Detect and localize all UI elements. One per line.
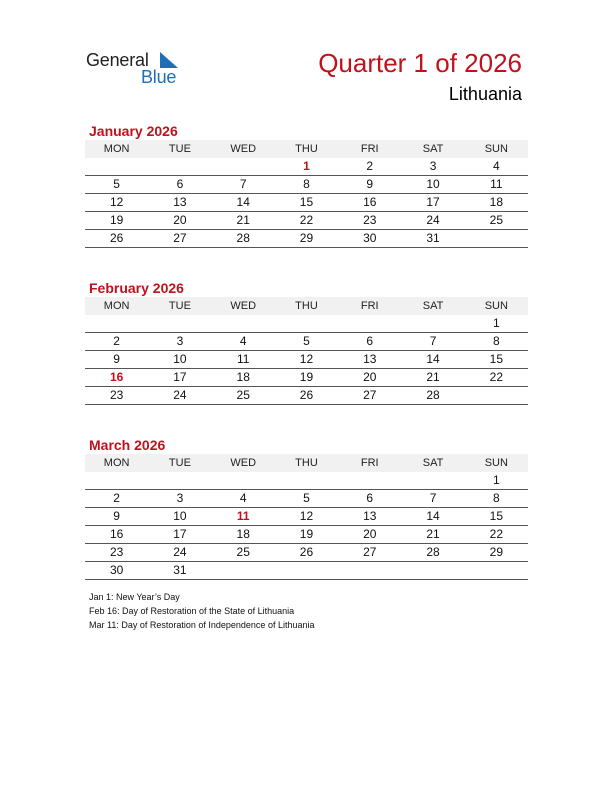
day-cell: 9: [113, 509, 120, 523]
weekday-label: MON: [103, 143, 130, 155]
day-cell: 27: [173, 231, 187, 245]
week-row: [85, 230, 528, 248]
day-cell: 29: [489, 545, 503, 559]
weekday-label: FRI: [360, 457, 379, 469]
day-cell: 12: [109, 195, 124, 209]
day-cell: 3: [176, 491, 184, 505]
calendar-grid: [85, 158, 528, 248]
day-cell: 8: [492, 334, 500, 348]
week-row: [85, 176, 528, 194]
weekday-label: MON: [103, 457, 130, 469]
month-title: March 2026: [89, 437, 166, 453]
day-cell: 13: [363, 352, 377, 366]
week-row: [85, 544, 528, 562]
day-cell: 30: [109, 563, 124, 577]
logo-text-general: General: [86, 50, 149, 70]
day-cell: 26: [299, 388, 314, 402]
page-title: Quarter 1 of 2026: [318, 48, 522, 78]
day-cell: 15: [299, 195, 314, 209]
day-cell: 14: [426, 352, 440, 366]
weekday-label: THU: [295, 457, 318, 469]
weekday-label: SAT: [422, 143, 444, 155]
month-calendar-march: [85, 436, 528, 580]
day-cell: 10: [173, 352, 187, 366]
day-cell: 9: [113, 352, 120, 366]
holiday-notes: [89, 590, 314, 632]
weekday-label: THU: [295, 300, 318, 312]
day-cell: 8: [492, 491, 500, 505]
day-cell: 25: [489, 213, 503, 227]
day-cell: 21: [236, 213, 250, 227]
weekday-label: SAT: [422, 457, 444, 469]
day-cell: 2: [366, 159, 374, 173]
empty-day-cell: [275, 562, 338, 579]
day-cell: 5: [303, 491, 310, 505]
holiday-note: Jan 1: New Year’s Day: [89, 592, 180, 602]
day-cell: 19: [109, 213, 124, 227]
week-row: [85, 472, 528, 490]
weekday-label: FRI: [360, 143, 379, 155]
week-row: [85, 333, 528, 351]
empty-day-cell: [401, 315, 464, 332]
day-cell: 9: [366, 177, 374, 191]
empty-day-cell: [212, 562, 275, 579]
day-cell: 15: [489, 352, 503, 366]
day-cell: 12: [299, 352, 314, 366]
weekday-label: SUN: [484, 457, 508, 469]
holiday-note: Mar 11: Day of Restoration of Independence of Lithuania: [89, 620, 315, 630]
day-cell: 3: [176, 334, 184, 348]
empty-day-cell: [212, 472, 275, 489]
weekday-label: TUE: [168, 457, 191, 469]
day-cell: 2: [113, 334, 120, 348]
day-cell: 28: [426, 545, 440, 559]
day-cell: 28: [236, 231, 250, 245]
day-cell: 16: [109, 527, 124, 541]
calendar-grid: [85, 315, 528, 405]
day-cell: 23: [363, 213, 377, 227]
day-cell: 5: [113, 177, 120, 191]
empty-day-cell: [401, 472, 464, 489]
weekday-label: TUE: [168, 300, 191, 312]
day-cell: 2: [113, 491, 120, 505]
day-cell: 6: [176, 177, 184, 191]
day-cell: 14: [236, 195, 250, 209]
country-name: Lithuania: [448, 84, 522, 104]
empty-day-cell: [85, 315, 148, 332]
day-cell: 17: [173, 370, 187, 384]
day-cell: 21: [426, 370, 440, 384]
day-cell: 25: [236, 545, 250, 559]
day-cell: 17: [173, 527, 187, 541]
day-cell: 30: [363, 231, 377, 245]
day-cell: 11: [236, 509, 250, 523]
day-cell: 17: [426, 195, 440, 209]
week-row: [85, 490, 528, 508]
week-row: [85, 351, 528, 369]
empty-day-cell: [401, 562, 464, 579]
weekday-label: MON: [103, 300, 130, 312]
week-row: [85, 194, 528, 212]
day-cell: 4: [239, 491, 247, 505]
week-row: [85, 526, 528, 544]
day-cell: 7: [239, 177, 247, 191]
month-title: January 2026: [89, 123, 178, 139]
day-cell: 6: [366, 334, 374, 348]
weekday-label: WED: [230, 300, 257, 312]
day-cell: 24: [426, 213, 440, 227]
day-cell: 13: [363, 509, 377, 523]
day-cell: 7: [429, 334, 437, 348]
day-cell: 21: [426, 527, 440, 541]
week-row: [85, 508, 528, 526]
empty-day-cell: [148, 158, 211, 175]
empty-day-cell: [212, 158, 275, 175]
week-row: [85, 562, 528, 580]
empty-day-cell: [465, 230, 528, 247]
day-cell: 13: [173, 195, 187, 209]
day-cell: 19: [299, 370, 314, 384]
day-cell: 16: [109, 370, 124, 384]
empty-day-cell: [148, 472, 211, 489]
week-row: [85, 212, 528, 230]
day-cell: 4: [239, 334, 247, 348]
day-cell: 24: [173, 545, 187, 559]
day-cell: 1: [492, 473, 500, 487]
empty-day-cell: [85, 472, 148, 489]
day-cell: 22: [299, 213, 314, 227]
day-cell: 18: [236, 370, 250, 384]
day-cell: 3: [429, 159, 437, 173]
day-cell: 6: [366, 491, 374, 505]
day-cell: 1: [303, 159, 310, 173]
day-cell: 15: [489, 509, 503, 523]
day-cell: 25: [236, 388, 250, 402]
day-cell: 24: [173, 388, 187, 402]
empty-day-cell: [85, 158, 148, 175]
empty-day-cell: [338, 472, 401, 489]
day-cell: 10: [426, 177, 440, 191]
weekday-label: THU: [295, 143, 318, 155]
empty-day-cell: [148, 315, 211, 332]
week-row: [85, 315, 528, 333]
weekday-label: FRI: [360, 300, 379, 312]
day-cell: 18: [236, 527, 250, 541]
empty-day-cell: [338, 562, 401, 579]
empty-day-cell: [465, 562, 528, 579]
weekday-label: WED: [230, 143, 257, 155]
day-cell: 20: [363, 370, 377, 384]
day-cell: 8: [303, 177, 310, 191]
day-cell: 5: [303, 334, 310, 348]
empty-day-cell: [275, 472, 338, 489]
weekday-label: SUN: [484, 143, 508, 155]
day-cell: 31: [426, 231, 440, 245]
month-calendar-january: [85, 122, 528, 248]
weekday-header: [85, 140, 528, 158]
day-cell: 26: [109, 231, 124, 245]
day-cell: 19: [299, 527, 314, 541]
day-cell: 4: [492, 159, 500, 173]
logo-text-blue: Blue: [141, 67, 177, 87]
holiday-note: Feb 16: Day of Restoration of the State of Lithuania: [89, 606, 295, 616]
day-cell: 7: [429, 491, 437, 505]
calendar-grid: [85, 472, 528, 580]
empty-day-cell: [212, 315, 275, 332]
day-cell: 20: [363, 527, 377, 541]
week-row: [85, 158, 528, 176]
day-cell: 16: [363, 195, 377, 209]
day-cell: 31: [173, 563, 187, 577]
weekday-header: [85, 297, 528, 315]
empty-day-cell: [338, 315, 401, 332]
empty-day-cell: [275, 315, 338, 332]
day-cell: 14: [426, 509, 440, 523]
day-cell: 18: [489, 195, 503, 209]
day-cell: 1: [492, 316, 500, 330]
generalblue-logo: [86, 50, 196, 90]
day-cell: 23: [109, 545, 124, 559]
week-row: [85, 387, 528, 405]
weekday-label: TUE: [168, 143, 191, 155]
day-cell: 28: [426, 388, 440, 402]
day-cell: 11: [490, 177, 503, 191]
day-cell: 22: [489, 370, 503, 384]
weekday-label: SAT: [422, 300, 444, 312]
day-cell: 22: [489, 527, 503, 541]
day-cell: 10: [173, 509, 187, 523]
month-title: February 2026: [89, 280, 184, 296]
month-calendar-february: [85, 279, 528, 405]
empty-day-cell: [465, 387, 528, 404]
day-cell: 27: [363, 545, 377, 559]
weekday-label: WED: [230, 457, 257, 469]
day-cell: 26: [299, 545, 314, 559]
day-cell: 20: [173, 213, 187, 227]
weekday-label: SUN: [484, 300, 508, 312]
day-cell: 12: [299, 509, 314, 523]
day-cell: 23: [109, 388, 124, 402]
weekday-header: [85, 454, 528, 472]
day-cell: 29: [299, 231, 314, 245]
day-cell: 11: [236, 352, 250, 366]
week-row: [85, 369, 528, 387]
day-cell: 27: [363, 388, 377, 402]
